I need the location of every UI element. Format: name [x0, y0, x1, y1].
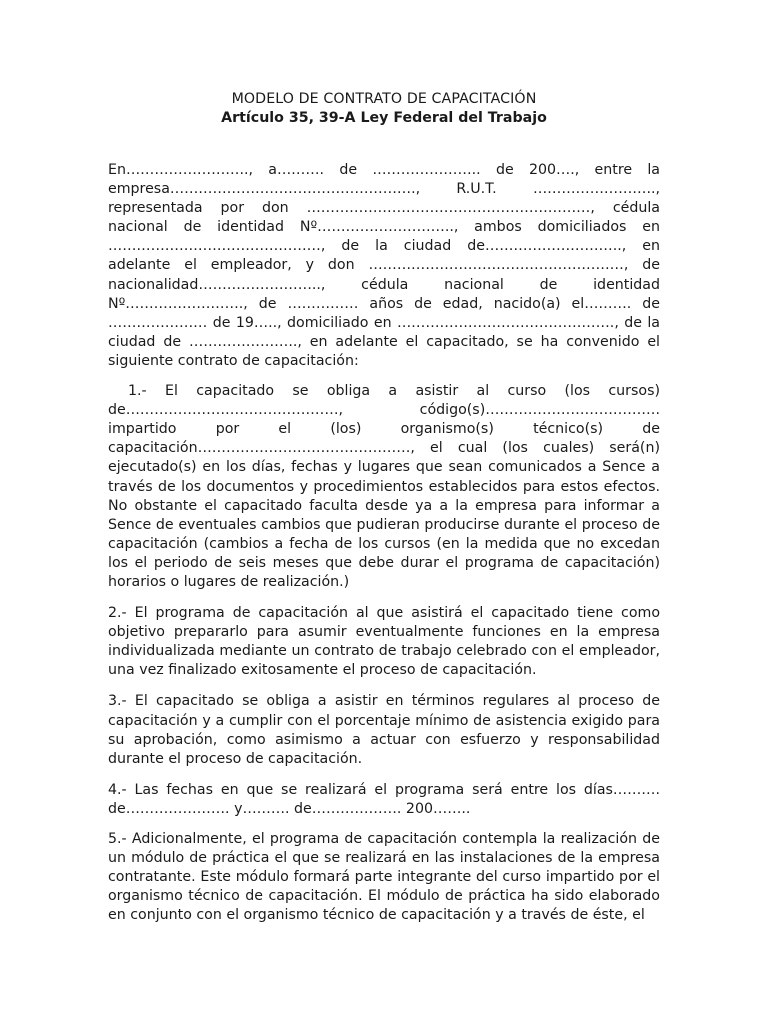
clause-1: 1.- El capacitado se obliga a asistir al curso (los cursos) de………………………………………, código(s)………………………………. impartido por el (los) organismo(s) técnico(s) de capacitación………………………………………, el cual (los cuales) será(n) ejecutado(s) en los días, fechas y lugares que sean comunicados a Sence a través de los documentos y procedimientos establecidos para estos efectos. No obstante el capacitado faculta desde ya a la empresa para informar a Sence de eventuales cambios que pudieran producirse durante el proceso de capacitación (cambios a fecha de los cursos (en la medida que no excedan los el periodo de seis meses que debe durar el programa de capacitación) horarios o lugares de realización.) — [108, 383, 660, 590]
clause-5: 5.- Adicionalmente, el programa de capacitación contempla la realización de un módulo de práctica el que se realizará en las instalaciones de la empresa contratante. Este módulo formará parte integrante del curso impartido por el organismo técnico de capacitación. El módulo de práctica ha sido elaborado en conjunto con el organismo técnico de capacitación y a través de éste, el — [108, 831, 660, 924]
clause-4: 4.- Las fechas en que se realizará el programa será entre los días………. de…………………. y………. de………………. 200…….. — [108, 781, 660, 817]
document-subtitle: Artículo 35, 39-A Ley Federal del Trabajo — [221, 110, 547, 126]
intro-paragraph: En…………………….., a………. de ………………….. de 200…., entre la empresa……………………………………………., R.U.T. …………………….., representada por don ……………………………………………………, cédula nacional de identidad Nº……………………….., ambos domiciliados en ………………………………………, de la ciudad de……………………….., en adelante el empleador, y don ………………………………………………, de nacionalidad…………………….., cédula nacional de identidad Nº……………………., de …………… años de edad, nacido(a) el………. de ………………… de 19….., domiciliado en ………………………………………., de la ciudad de ………………….., en adelante el capacitado, se ha convenido el siguiente contrato de capacitación: — [108, 162, 660, 369]
document-title: MODELO DE CONTRATO DE CAPACITACIÓN — [231, 91, 537, 107]
clause-2: 2.- El programa de capacitación al que asistirá el capacitado tiene como objetivo prepararlo para asumir eventualmente funciones en la empresa individualizada mediante un contrato de trabajo celebrado con el empleador, una vez finalizado exitosamente el proceso de capacitación. — [108, 605, 660, 679]
clause-3: 3.- El capacitado se obliga a asistir en términos regulares al proceso de capacitación y a cumplir con el porcentaje mínimo de asistencia exigido para su aprobación, como asimismo a actuar con esfuerzo y responsabilidad durante el proceso de capacitación. — [108, 693, 660, 767]
